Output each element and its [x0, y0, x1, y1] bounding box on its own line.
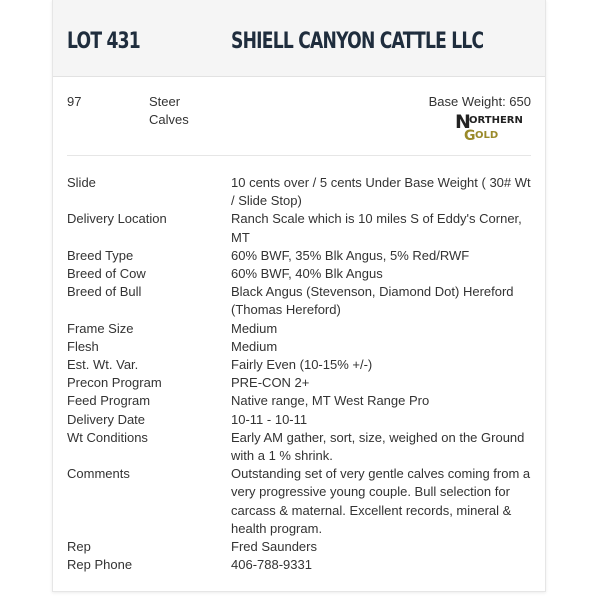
detail-value: Fred Saunders	[231, 539, 317, 555]
detail-row	[67, 556, 537, 574]
detail-label: Rep Phone	[67, 557, 133, 573]
detail-value: Native range, MT West Range Pro	[231, 393, 430, 409]
detail-label: Slide	[67, 175, 96, 190]
detail-value: Ranch Scale which is 10 miles S of Eddy's Corner, MT	[231, 211, 522, 245]
detail-value: 60% BWF, 40% Blk Angus	[231, 266, 383, 282]
logo-letter-g: G	[464, 128, 476, 141]
detail-row	[67, 338, 537, 356]
detail-row	[67, 411, 537, 429]
detail-value: Outstanding set of very gentle calves coming from a very progressive young couple. Bull selection for carcass & maternal. Excellent records, mineral & health program.	[231, 466, 531, 536]
detail-value: 10-11 - 10-11	[231, 411, 308, 427]
detail-row	[67, 538, 537, 556]
detail-row	[67, 392, 537, 410]
cattle-class-line1: Steer	[149, 94, 181, 109]
detail-label: Delivery Location	[67, 211, 167, 227]
detail-row	[67, 247, 537, 265]
detail-row	[67, 374, 537, 392]
lot-number: LOT 431	[67, 29, 140, 54]
detail-label: Est. Wt. Var.	[67, 357, 139, 373]
section-divider	[67, 155, 531, 156]
logo-text-line2: OLD	[475, 130, 499, 141]
detail-row	[67, 356, 537, 374]
detail-row	[67, 320, 537, 338]
detail-row	[67, 465, 537, 538]
detail-label: Breed Type	[67, 247, 134, 263]
consignor-name: SHIELL CANYON CATTLE LLC	[231, 29, 484, 54]
detail-row	[67, 210, 537, 246]
lot-card	[52, 0, 546, 592]
detail-label: Delivery Date	[67, 411, 146, 427]
detail-label: Rep	[67, 539, 91, 555]
detail-value: 60% BWF, 35% Blk Angus, 5% Red/RWF	[231, 247, 470, 263]
detail-value: Medium	[231, 320, 278, 336]
detail-label: Breed of Bull	[67, 284, 142, 300]
detail-value: 10 cents over / 5 cents Under Base Weight ( 30# Wt / Slide Stop)	[231, 175, 531, 209]
detail-value: Early AM gather, sort, size, weighed on the Ground with a 1 % shrink.	[231, 429, 525, 464]
logo-letter-n: N	[455, 111, 471, 133]
detail-label: Frame Size	[67, 320, 134, 336]
detail-value: Medium	[231, 338, 278, 354]
lot-details	[67, 174, 537, 574]
detail-label: Precon Program	[67, 375, 162, 391]
detail-value: 406-788-9331	[231, 557, 312, 573]
cattle-class-line2: Calves	[149, 112, 189, 127]
detail-label: Comments	[67, 466, 130, 482]
detail-value: Black Angus (Stevenson, Diamond Dot) Hereford (Thomas Hereford)	[231, 284, 514, 318]
detail-label: Breed of Cow	[67, 266, 146, 282]
base-weight: Base Weight: 650	[428, 94, 531, 109]
detail-value: Fairly Even (10-15% +/-)	[231, 357, 373, 373]
detail-row	[67, 265, 537, 283]
detail-value: PRE-CON 2+	[231, 375, 310, 391]
logo-text-line1: ORTHERN	[469, 115, 523, 126]
head-count: 97	[67, 94, 82, 109]
lot-summary	[53, 77, 545, 155]
detail-row	[67, 429, 537, 465]
detail-label: Feed Program	[67, 393, 151, 409]
detail-row	[67, 174, 537, 210]
lot-header	[53, 0, 545, 77]
detail-label: Wt Conditions	[67, 429, 148, 445]
detail-row	[67, 283, 537, 319]
detail-label: Flesh	[67, 338, 99, 354]
northern-gold-logo	[455, 111, 531, 141]
